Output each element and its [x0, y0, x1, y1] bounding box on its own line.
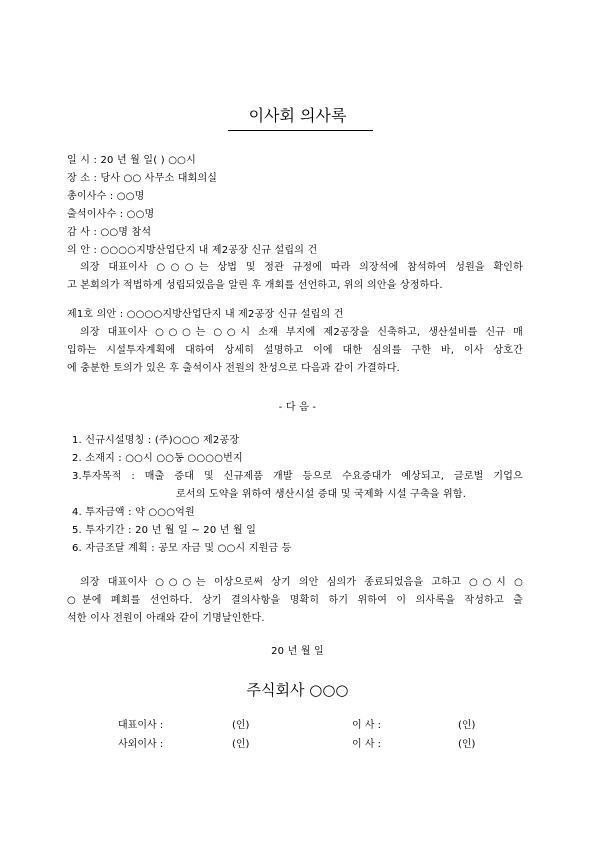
- field-value: ○○명: [126, 209, 155, 220]
- item-text: 투자목적 : 매출 증대 및 신규제품 개발 등으로 수요증대가 예상되고, 글로벌 기업으: [82, 471, 523, 482]
- item-number: 1.: [72, 435, 82, 446]
- list-item: [72, 454, 243, 464]
- field-value: 20 년 월 일( ) ○○시: [100, 155, 196, 166]
- document-title: 이사회 의사록: [248, 106, 347, 125]
- field-label: 의 안: [67, 245, 91, 256]
- signature-label: 이 사 :: [352, 720, 382, 731]
- agenda-title: 제1호 의안 : ○○○○지방산업단지 내 제2공장 신규 설립의 건: [67, 309, 344, 320]
- item-number: 5.: [72, 525, 82, 536]
- field-value: 당사 ○○ 사무소 대회의실: [100, 173, 218, 184]
- field-value: ○○명: [116, 191, 145, 202]
- item-text: 투자금액 : 약 ○○○억원: [85, 507, 195, 518]
- da-eum-heading: - 다 음 -: [278, 402, 317, 413]
- field-label: 총이사수: [67, 191, 107, 202]
- item-text: 소재지 : ○○시 ○○동 ○○○○번지: [85, 453, 243, 464]
- list-item: [72, 526, 256, 536]
- paragraph-line: 의장 대표이사 ○○○는 ○○시 소재 부지에 제2공장을 신축하고, 생산설비를 신규 매: [80, 327, 523, 338]
- item-text: 투자기간 : 20 년 월 일 ~ 20 년 월 일: [85, 525, 257, 536]
- list-item: [72, 436, 239, 446]
- item-text: 신규시설명칭 : (주)○○○ 제2공장: [85, 435, 240, 446]
- list-item: [72, 544, 292, 554]
- field-date: 일 시 : 20 년 월 일( ) ○○시: [67, 155, 196, 166]
- paragraph-line: 에 충분한 토의가 있은 후 출석이사 전원의 찬성으로 다음과 같이 가결하다.: [67, 363, 400, 374]
- field-value: ○○명 참석: [100, 227, 152, 238]
- field-label: 장 소: [67, 173, 91, 184]
- paragraph-line: 고 본회의가 적법하게 성립되었음을 알린 후 개회를 선언하고, 위의 의안을 상정하다.: [67, 280, 443, 291]
- item-number: 4.: [72, 507, 82, 518]
- paragraph-line: 입하는 시설투자계획에 대하여 상세히 설명하고 이에 대한 심의를 구한 바, 이사 상호간: [67, 345, 523, 356]
- item-number: 6.: [72, 543, 82, 554]
- paragraph-line: 의장 대표이사 ○○○는 이상으로써 상기 의안 심의가 종료되었음을 고하고 ○○시 ○: [80, 577, 523, 588]
- paragraph-line: 석한 이사 전원이 아래와 같이 기명날인한다.: [67, 613, 265, 624]
- paragraph-line: 의장 대표이사 ○○○는 상법 및 정관 규정에 따라 의장석에 참석하여 성원을 확인하: [80, 262, 523, 273]
- field-total-directors: 총이사수 : ○○명: [67, 191, 145, 202]
- signature-label: 사외이사 :: [118, 739, 164, 750]
- signature-label: 대표이사 :: [118, 720, 164, 731]
- field-value: ○○○○지방산업단지 내 제2공장 신규 설립의 건: [100, 245, 318, 256]
- field-place: 장 소 : 당사 ○○ 사무소 대회의실: [67, 173, 218, 184]
- field-agenda: 의 안 : ○○○○지방산업단지 내 제2공장 신규 설립의 건: [67, 245, 318, 256]
- item-number: 3.: [72, 471, 82, 482]
- seal-mark: (인): [458, 739, 476, 750]
- seal-mark: (인): [232, 720, 250, 731]
- item-text: 자금조달 계획 : 공모 자금 및 ○○시 지원금 등: [85, 543, 292, 554]
- signature-label: 이 사 :: [352, 739, 382, 750]
- field-attending-directors: 출석이사수 : ○○명: [67, 209, 155, 220]
- paragraph-line: ○분에 폐회를 선언하다. 상기 결의사항을 명확히 하기 위하여 이 의사록을 작성하고 출: [67, 595, 523, 606]
- item-text-continued: 로서의 도약을 위하여 생산시설 증대 및 국제화 시설 구축을 위함.: [176, 489, 467, 500]
- field-auditor: 감 사 : ○○명 참석: [67, 227, 152, 238]
- field-label: 출석이사수: [67, 209, 117, 220]
- seal-mark: (인): [458, 720, 476, 731]
- date-line: 20 년 월 일: [271, 646, 324, 657]
- company-name: 주식회사 ○○○: [246, 681, 349, 699]
- field-label: 감 사: [67, 227, 91, 238]
- seal-mark: (인): [232, 739, 250, 750]
- field-label: 일 시: [67, 155, 91, 166]
- list-item: [72, 508, 195, 518]
- title-underline: [228, 130, 373, 131]
- item-number: 2.: [72, 453, 82, 464]
